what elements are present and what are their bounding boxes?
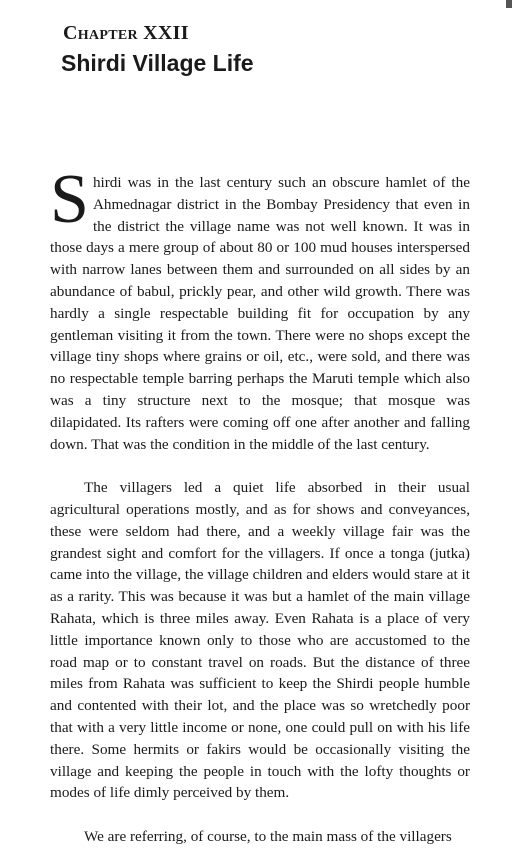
chapter-label: Chapter XXII bbox=[63, 22, 189, 44]
paragraph-1-text: hirdi was in the last century such an obscure hamlet of the Ahmednagar district in the Bombay Presidency that even in the district the village name was not well known. It was in those days a mere group of about 80 or 100 mud houses interspersed with narrow lanes between them and surrounded on all sides by an abundance of babul, prickly pear, and other wild growth. There was hardly a single respectable building fit for occupation by any gentleman visiting it from the town. There were no shops except the village tiny shops where grains or oil, etc., were sold, and there was no respectable temple barring perhaps the Maruti temple which also was a tiny structure next to the mosque; that mosque was dilapidated. Its rafters were coming off one after another and falling down. That was the condition in the middle of the last century. bbox=[50, 174, 470, 453]
drop-cap: S bbox=[50, 161, 89, 238]
scan-edge-mark bbox=[506, 0, 512, 8]
paragraph-3: We are referring, of course, to the main mass of the villagers bbox=[84, 827, 452, 845]
chapter-body bbox=[50, 161, 470, 848]
paragraph-2: The villagers led a quiet life absorbed in their usual agricultural operations mostly, and as for shows and conveyances, these were seldom had there, and a weekly village fair was the grandest sight and comfort for the villagers. If once a tonga (jutka) came into the village, the village children and elders would stare at it as a rarity. This was because it was but a hamlet of the main village Rahata, which is three miles away. Even Rahata is a place of very little importance known only to those who are accustomed to the road map or to constant travel on roads. But the distance of three miles from Rahata was sufficient to keep the Shirdi people humble and contented with their lot, and the place was so wretchedly poor that with a very little income or none, one could pull on with his life there. Some hermits or fakirs would be occasionally visiting the village and keeping the people in touch with the lofty thoughts or modes of life dimly perceived by them. bbox=[50, 479, 470, 802]
paragraph-1 bbox=[50, 161, 470, 455]
chapter-title: Shirdi Village Life bbox=[61, 50, 254, 76]
